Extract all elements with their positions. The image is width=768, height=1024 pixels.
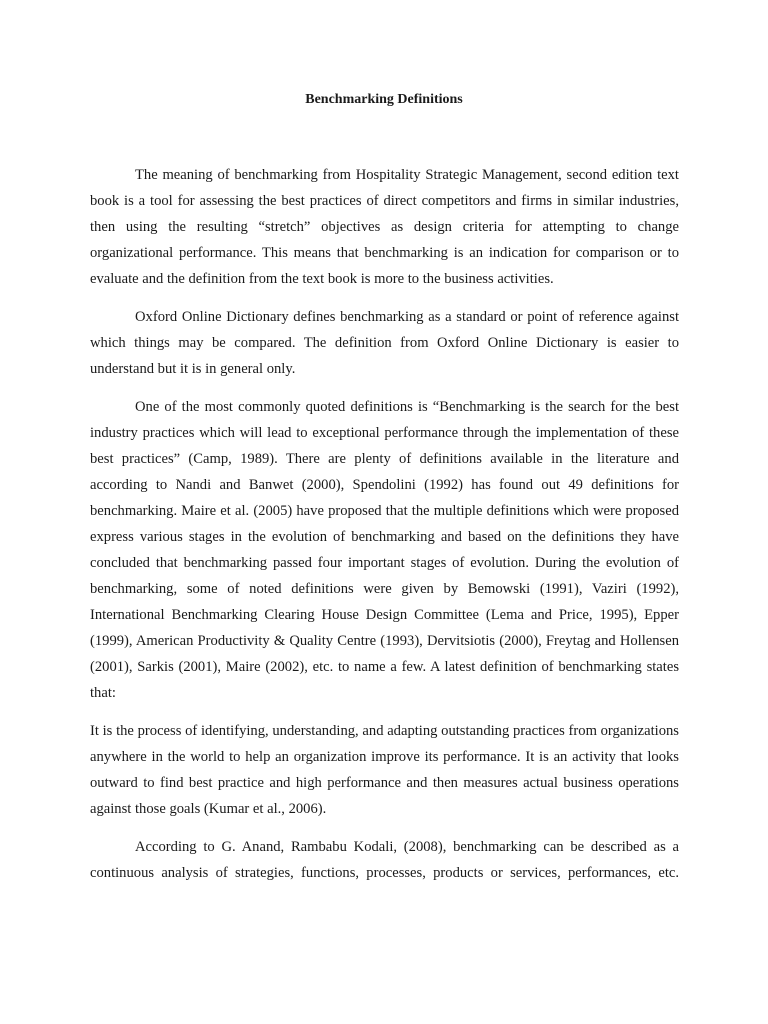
paragraph-common-definitions: One of the most commonly quoted definitions is “Benchmarking is the search for the best industry practices which will lead to exceptional performance through the implementation of these best practices” (Camp, 1989). There are plenty of definitions available in the literature and according to Nandi and Banwet (2000), Spendolini (1992) has found out 49 definitions for benchmarking. Maire et al. (2005) have proposed that the multiple definitions which were proposed express various stages in the evolution of benchmarking and based on the definitions they have concluded that benchmarking passed four important stages of evolution. During the evolution of benchmarking, some of noted definitions were given by Bemowski (1991), Vaziri (1992), International Benchmarking Clearing House Design Committee (Lema and Price, 1995), Epper (1999), American Productivity & Quality Centre (1993), Dervitsiotis (2000), Freytag and Hollensen (2001), Sarkis (2001), Maire (2002), etc. to name a few. A latest definition of benchmarking states that: bbox=[90, 399, 679, 701]
document-title: Benchmarking Definitions bbox=[305, 92, 463, 107]
paragraph-latest-definition-quote: It is the process of identifying, understanding, and adapting outstanding practices from organizations anywhere in the world to help an organization improve its performance. It is an activity that looks outward to find best practice and high performance and then measures actual business operations against those goals (Kumar et al., 2006). bbox=[90, 723, 679, 817]
paragraph-anand-kodali: According to G. Anand, Rambabu Kodali, (2008), benchmarking can be described as a continuous analysis of strategies, functions, processes, products or services, performances, etc. bbox=[90, 839, 679, 881]
paragraph-oxford-definition: Oxford Online Dictionary defines benchmarking as a standard or point of reference against which things may be compared. The definition from Oxford Online Dictionary is easier to understand but it is in general only. bbox=[90, 309, 679, 377]
document-body bbox=[90, 162, 679, 886]
paragraph-textbook-definition: The meaning of benchmarking from Hospitality Strategic Management, second edition text book is a tool for assessing the best practices of direct competitors and firms in similar industries, then using the resulting “stretch” objectives as design criteria for attempting to change organizational performance. This means that benchmarking is an indication for comparison or to evaluate and the definition from the text book is more to the business activities. bbox=[90, 167, 679, 287]
